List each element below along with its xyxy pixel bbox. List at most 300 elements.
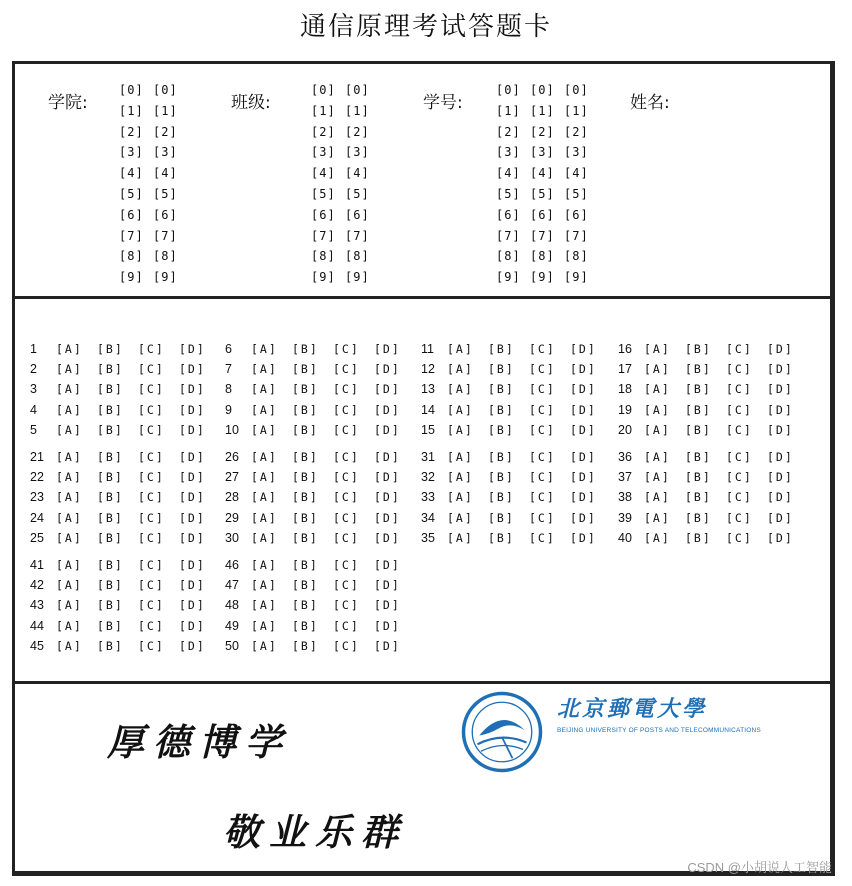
option-bubble[interactable]: [A] [447, 530, 474, 545]
option-bubble[interactable]: [D] [570, 490, 597, 505]
option-bubble[interactable]: [A] [56, 558, 83, 572]
option-bubble[interactable]: [C] [726, 362, 753, 377]
option-bubble[interactable]: [C] [529, 450, 556, 464]
option-bubble[interactable]: [D] [767, 342, 794, 356]
option-bubble[interactable]: [D] [179, 342, 206, 356]
option-bubble[interactable]: [B] [685, 342, 712, 356]
option-bubble[interactable]: [C] [529, 530, 556, 545]
option-bubble[interactable]: [B] [488, 470, 515, 485]
digit-bubble[interactable]: [7] [311, 228, 336, 243]
option-bubble[interactable]: [D] [570, 362, 597, 377]
option-bubble[interactable]: [A] [251, 382, 278, 397]
option-bubble[interactable]: [C] [529, 342, 556, 356]
option-bubble[interactable]: [C] [333, 578, 360, 593]
option-bubble[interactable]: [B] [488, 362, 515, 377]
option-bubble[interactable]: [C] [138, 598, 165, 613]
option-bubble[interactable]: [C] [726, 530, 753, 545]
option-bubble[interactable]: [B] [685, 470, 712, 485]
digit-bubble[interactable]: [7] [530, 228, 555, 243]
question-row [225, 556, 415, 574]
option-bubble[interactable]: [C] [333, 490, 360, 505]
option-bubble[interactable]: [A] [251, 342, 278, 356]
digit-bubble[interactable]: [0] [153, 83, 178, 97]
option-bubble[interactable]: [A] [447, 510, 474, 525]
digit-bubble[interactable]: [0] [496, 83, 521, 97]
question-row [225, 617, 415, 635]
digit-bubble[interactable]: [8] [153, 249, 178, 264]
option-bubble[interactable]: [B] [488, 342, 515, 356]
digit-bubble[interactable]: [7] [564, 228, 589, 243]
option-bubble[interactable]: [D] [374, 510, 401, 525]
digit-bubble[interactable]: [5] [564, 186, 589, 201]
option-bubble[interactable]: [A] [251, 510, 278, 525]
option-bubble[interactable]: [D] [374, 618, 401, 633]
option-bubble[interactable]: [A] [251, 422, 278, 437]
option-bubble[interactable]: [C] [726, 490, 753, 505]
option-bubble[interactable]: [A] [251, 362, 278, 377]
option-bubble[interactable]: [C] [726, 382, 753, 397]
option-bubble[interactable]: [A] [56, 638, 83, 653]
option-bubble[interactable]: [D] [570, 382, 597, 397]
option-bubble[interactable]: [A] [56, 422, 83, 437]
option-bubble[interactable]: [C] [333, 362, 360, 377]
digit-bubble[interactable]: [5] [345, 186, 370, 201]
option-bubble[interactable]: [B] [488, 510, 515, 525]
option-bubble[interactable]: [B] [685, 402, 712, 417]
option-bubble[interactable]: [A] [56, 530, 83, 545]
option-bubble[interactable]: [B] [292, 422, 319, 437]
option-bubble[interactable]: [A] [56, 450, 83, 464]
option-bubble[interactable]: [D] [374, 382, 401, 397]
digit-bubble[interactable]: [1] [496, 103, 521, 118]
digit-bubble[interactable]: [3] [496, 145, 521, 160]
digit-bubble[interactable]: [6] [153, 207, 178, 222]
option-bubble[interactable]: [C] [138, 382, 165, 397]
option-bubble[interactable]: [B] [97, 558, 124, 572]
option-bubble[interactable]: [A] [56, 382, 83, 397]
digit-bubble[interactable]: [4] [564, 166, 589, 181]
option-bubble[interactable]: [D] [570, 470, 597, 485]
option-bubble[interactable]: [D] [374, 598, 401, 613]
option-bubble[interactable]: [D] [179, 450, 206, 464]
digit-bubble[interactable]: [3] [530, 145, 555, 160]
question-number: 41 [30, 558, 44, 572]
option-bubble[interactable]: [D] [570, 422, 597, 437]
option-bubble[interactable]: [C] [333, 450, 360, 464]
digit-bubble[interactable]: [8] [496, 249, 521, 264]
digit-bubble[interactable]: [8] [119, 249, 144, 264]
digit-bubble[interactable]: [8] [530, 249, 555, 264]
digit-bubble[interactable]: [3] [119, 145, 144, 160]
option-bubble[interactable]: [A] [447, 382, 474, 397]
option-bubble[interactable]: [C] [333, 530, 360, 545]
digit-bubble[interactable]: [8] [345, 249, 370, 264]
option-bubble[interactable]: [C] [529, 382, 556, 397]
option-bubble[interactable]: [C] [138, 450, 165, 464]
option-bubble[interactable]: [B] [292, 510, 319, 525]
option-bubble[interactable]: [C] [138, 530, 165, 545]
question-number: 34 [421, 510, 435, 525]
option-bubble[interactable]: [B] [488, 490, 515, 505]
option-bubble[interactable]: [B] [292, 490, 319, 505]
option-bubble[interactable]: [A] [56, 362, 83, 377]
option-bubble[interactable]: [C] [726, 470, 753, 485]
digit-bubble[interactable]: [4] [496, 166, 521, 181]
option-bubble[interactable]: [C] [529, 402, 556, 417]
option-bubble[interactable]: [D] [374, 530, 401, 545]
question-number: 13 [421, 382, 435, 397]
digit-bubble[interactable]: [4] [345, 166, 370, 181]
option-bubble[interactable]: [C] [138, 362, 165, 377]
digit-bubble[interactable]: [4] [311, 166, 336, 181]
option-bubble[interactable]: [D] [179, 578, 206, 593]
question-row [30, 401, 220, 419]
digit-bubble[interactable]: [2] [119, 124, 144, 139]
option-bubble[interactable]: [C] [333, 638, 360, 653]
digit-bubble[interactable]: [1] [119, 103, 144, 118]
option-bubble[interactable]: [C] [333, 342, 360, 356]
option-bubble[interactable]: [D] [179, 598, 206, 613]
option-bubble[interactable]: [B] [488, 530, 515, 545]
option-bubble[interactable]: [B] [97, 342, 124, 356]
option-bubble[interactable]: [B] [292, 362, 319, 377]
option-bubble[interactable]: [D] [179, 422, 206, 437]
option-bubble[interactable]: [B] [685, 450, 712, 464]
option-bubble[interactable]: [A] [447, 402, 474, 417]
option-bubble[interactable]: [D] [767, 382, 794, 397]
option-bubble[interactable]: [D] [374, 470, 401, 485]
option-bubble[interactable]: [C] [333, 618, 360, 633]
option-bubble[interactable]: [D] [179, 402, 206, 417]
digit-bubble[interactable]: [0] [119, 83, 144, 97]
question-number: 50 [225, 638, 239, 653]
option-bubble[interactable]: [A] [447, 422, 474, 437]
digit-bubble[interactable]: [1] [153, 103, 178, 118]
digit-bubble[interactable]: [2] [153, 124, 178, 139]
question-row [618, 468, 808, 486]
option-bubble[interactable]: [B] [685, 510, 712, 525]
option-bubble[interactable]: [D] [570, 450, 597, 464]
digit-bubble[interactable]: [9] [119, 270, 144, 285]
question-row [421, 401, 611, 419]
option-bubble[interactable]: [A] [447, 450, 474, 464]
option-bubble[interactable]: [C] [138, 618, 165, 633]
option-bubble[interactable]: [A] [644, 382, 671, 397]
digit-bubble[interactable]: [1] [311, 103, 336, 118]
option-bubble[interactable]: [B] [685, 422, 712, 437]
option-bubble[interactable]: [D] [570, 530, 597, 545]
option-bubble[interactable]: [D] [179, 470, 206, 485]
option-bubble[interactable]: [C] [529, 470, 556, 485]
option-bubble[interactable]: [B] [97, 618, 124, 633]
digit-bubble[interactable]: [9] [496, 270, 521, 285]
question-number: 2 [30, 362, 37, 377]
option-bubble[interactable]: [C] [529, 422, 556, 437]
digit-bubble[interactable]: [4] [119, 166, 144, 181]
option-bubble[interactable]: [A] [251, 530, 278, 545]
question-number: 22 [30, 470, 44, 485]
option-bubble[interactable]: [B] [97, 638, 124, 653]
question-number: 28 [225, 490, 239, 505]
option-bubble[interactable]: [D] [374, 422, 401, 437]
option-bubble[interactable]: [B] [292, 638, 319, 653]
digit-bubble[interactable]: [2] [311, 124, 336, 139]
option-bubble[interactable]: [D] [374, 450, 401, 464]
option-bubble[interactable]: [D] [767, 530, 794, 545]
digit-bubble[interactable]: [9] [564, 270, 589, 285]
option-bubble[interactable]: [B] [685, 382, 712, 397]
option-bubble[interactable]: [B] [97, 510, 124, 525]
digit-bubble[interactable]: [7] [153, 228, 178, 243]
option-bubble[interactable]: [A] [447, 362, 474, 377]
option-bubble[interactable]: [B] [488, 402, 515, 417]
digit-bubble[interactable]: [0] [311, 83, 336, 97]
option-bubble[interactable]: [D] [374, 342, 401, 356]
option-bubble[interactable]: [B] [488, 382, 515, 397]
option-bubble[interactable]: [B] [292, 382, 319, 397]
option-bubble[interactable]: [C] [726, 402, 753, 417]
option-bubble[interactable]: [C] [333, 558, 360, 572]
question-row [225, 360, 415, 378]
option-bubble[interactable]: [B] [97, 402, 124, 417]
digit-bubble[interactable]: [2] [564, 124, 589, 139]
digit-bubble[interactable]: [3] [153, 145, 178, 160]
option-bubble[interactable]: [C] [726, 422, 753, 437]
option-bubble[interactable]: [B] [97, 578, 124, 593]
option-bubble[interactable]: [C] [333, 402, 360, 417]
digit-bubble[interactable]: [6] [119, 207, 144, 222]
option-bubble[interactable]: [A] [644, 490, 671, 505]
digit-bubble[interactable]: [9] [345, 270, 370, 285]
digit-bubble[interactable]: [4] [530, 166, 555, 181]
digit-bubble[interactable]: [8] [564, 249, 589, 264]
option-bubble[interactable]: [D] [374, 362, 401, 377]
option-bubble[interactable]: [D] [179, 558, 206, 572]
option-bubble[interactable]: [D] [374, 490, 401, 505]
digit-bubble[interactable]: [1] [564, 103, 589, 118]
option-bubble[interactable]: [A] [56, 618, 83, 633]
option-bubble[interactable]: [A] [251, 598, 278, 613]
digit-bubble[interactable]: [7] [496, 228, 521, 243]
option-bubble[interactable]: [C] [138, 558, 165, 572]
option-bubble[interactable]: [A] [56, 598, 83, 613]
digit-bubble[interactable]: [1] [345, 103, 370, 118]
page-title: 通信原理考试答题卡 [299, 12, 552, 42]
option-bubble[interactable]: [A] [56, 342, 83, 356]
question-row [618, 488, 808, 506]
option-bubble[interactable]: [D] [179, 362, 206, 377]
option-bubble[interactable]: [B] [292, 530, 319, 545]
digit-bubble[interactable]: [0] [345, 83, 370, 97]
digit-bubble[interactable]: [5] [496, 186, 521, 201]
option-bubble[interactable]: [D] [767, 510, 794, 525]
option-bubble[interactable]: [C] [529, 362, 556, 377]
question-row [225, 401, 415, 419]
option-bubble[interactable]: [B] [292, 450, 319, 464]
option-bubble[interactable]: [A] [251, 578, 278, 593]
digit-bubble[interactable]: [2] [530, 124, 555, 139]
option-bubble[interactable]: [B] [488, 450, 515, 464]
digit-bubble[interactable]: [3] [345, 145, 370, 160]
motto-line-2: 敬业乐群 [223, 810, 407, 854]
option-bubble[interactable]: [B] [292, 402, 319, 417]
digit-bubble[interactable]: [1] [530, 103, 555, 118]
option-bubble[interactable]: [C] [138, 578, 165, 593]
digit-bubble[interactable]: [7] [345, 228, 370, 243]
digit-bubble[interactable]: [7] [119, 228, 144, 243]
option-bubble[interactable]: [D] [767, 362, 794, 377]
question-row [30, 556, 220, 574]
option-bubble[interactable]: [B] [488, 422, 515, 437]
option-bubble[interactable]: [C] [726, 342, 753, 356]
option-bubble[interactable]: [C] [138, 470, 165, 485]
digit-bubble[interactable]: [9] [311, 270, 336, 285]
option-bubble[interactable]: [A] [644, 470, 671, 485]
option-bubble[interactable]: [B] [292, 470, 319, 485]
question-number: 21 [30, 450, 44, 464]
digit-bubble[interactable]: [0] [530, 83, 555, 97]
option-bubble[interactable]: [A] [644, 422, 671, 437]
digit-column [530, 80, 555, 288]
option-bubble[interactable]: [C] [333, 422, 360, 437]
option-bubble[interactable]: [D] [179, 382, 206, 397]
option-bubble[interactable]: [A] [644, 510, 671, 525]
option-bubble[interactable]: [D] [179, 490, 206, 505]
option-bubble[interactable]: [C] [333, 382, 360, 397]
question-row [421, 340, 611, 358]
option-bubble[interactable]: [C] [529, 490, 556, 505]
option-bubble[interactable]: [B] [292, 598, 319, 613]
option-bubble[interactable]: [B] [685, 362, 712, 377]
option-bubble[interactable]: [A] [251, 558, 278, 572]
option-bubble[interactable]: [A] [251, 638, 278, 653]
option-bubble[interactable]: [B] [97, 470, 124, 485]
option-bubble[interactable]: [B] [685, 490, 712, 505]
question-number: 17 [618, 362, 632, 377]
option-bubble[interactable]: [A] [251, 470, 278, 485]
option-bubble[interactable]: [D] [179, 638, 206, 653]
option-bubble[interactable]: [C] [333, 510, 360, 525]
option-bubble[interactable]: [A] [447, 490, 474, 505]
digit-bubble[interactable]: [2] [496, 124, 521, 139]
digit-bubble[interactable]: [6] [311, 207, 336, 222]
option-bubble[interactable]: [D] [767, 402, 794, 417]
digit-bubble[interactable]: [8] [311, 249, 336, 264]
option-bubble[interactable]: [C] [138, 402, 165, 417]
option-bubble[interactable]: [D] [374, 638, 401, 653]
question-row [618, 401, 808, 419]
option-bubble[interactable]: [B] [97, 450, 124, 464]
option-bubble[interactable]: [A] [447, 342, 474, 356]
digit-bubble[interactable]: [0] [564, 83, 589, 97]
option-bubble[interactable]: [B] [685, 530, 712, 545]
option-bubble[interactable]: [C] [333, 598, 360, 613]
option-bubble[interactable]: [B] [97, 598, 124, 613]
digit-bubble[interactable]: [5] [311, 186, 336, 201]
digit-bubble[interactable]: [4] [153, 166, 178, 181]
question-row [225, 380, 415, 398]
option-bubble[interactable]: [C] [529, 510, 556, 525]
question-row [618, 360, 808, 378]
option-bubble[interactable]: [D] [374, 402, 401, 417]
digit-bubble[interactable]: [9] [153, 270, 178, 285]
option-bubble[interactable]: [A] [251, 450, 278, 464]
option-bubble[interactable]: [A] [56, 578, 83, 593]
option-bubble[interactable]: [B] [97, 422, 124, 437]
digit-bubble[interactable]: [5] [530, 186, 555, 201]
option-bubble[interactable]: [A] [251, 490, 278, 505]
option-bubble[interactable]: [A] [56, 402, 83, 417]
option-bubble[interactable]: [A] [644, 450, 671, 464]
option-bubble[interactable]: [D] [570, 510, 597, 525]
option-bubble[interactable]: [D] [179, 618, 206, 633]
question-number: 3 [30, 382, 37, 397]
option-bubble[interactable]: [D] [374, 578, 401, 593]
digit-bubble[interactable]: [6] [530, 207, 555, 222]
digit-bubble[interactable]: [2] [345, 124, 370, 139]
option-bubble[interactable]: [A] [56, 510, 83, 525]
option-bubble[interactable]: [D] [570, 342, 597, 356]
question-row [421, 529, 611, 547]
option-bubble[interactable]: [A] [644, 402, 671, 417]
option-bubble[interactable]: [C] [138, 342, 165, 356]
digit-bubble[interactable]: [6] [345, 207, 370, 222]
option-bubble[interactable]: [C] [333, 470, 360, 485]
digit-bubble[interactable]: [5] [119, 186, 144, 201]
option-bubble[interactable]: [A] [56, 470, 83, 485]
option-bubble[interactable]: [A] [644, 342, 671, 356]
option-bubble[interactable]: [A] [644, 362, 671, 377]
option-bubble[interactable]: [C] [138, 490, 165, 505]
option-bubble[interactable]: [B] [97, 530, 124, 545]
option-bubble[interactable]: [B] [292, 578, 319, 593]
digit-bubble[interactable]: [6] [564, 207, 589, 222]
option-bubble[interactable]: [D] [570, 402, 597, 417]
question-row [30, 340, 220, 358]
option-bubble[interactable]: [D] [767, 490, 794, 505]
option-bubble[interactable]: [C] [726, 450, 753, 464]
option-bubble[interactable]: [B] [292, 342, 319, 356]
option-bubble[interactable]: [D] [179, 510, 206, 525]
option-bubble[interactable]: [C] [726, 510, 753, 525]
option-bubble[interactable]: [A] [251, 618, 278, 633]
option-bubble[interactable]: [D] [179, 530, 206, 545]
option-bubble[interactable]: [C] [138, 422, 165, 437]
digit-bubble[interactable]: [6] [496, 207, 521, 222]
option-bubble[interactable]: [D] [767, 450, 794, 464]
option-bubble[interactable]: [C] [138, 510, 165, 525]
digit-bubble[interactable]: [9] [530, 270, 555, 285]
option-bubble[interactable]: [B] [97, 490, 124, 505]
option-bubble[interactable]: [A] [644, 530, 671, 545]
question-row [421, 488, 611, 506]
option-bubble[interactable]: [A] [56, 490, 83, 505]
option-bubble[interactable]: [D] [374, 558, 401, 572]
option-bubble[interactable]: [D] [767, 470, 794, 485]
digit-bubble[interactable]: [5] [153, 186, 178, 201]
digit-bubble[interactable]: [3] [311, 145, 336, 160]
digit-bubble[interactable]: [3] [564, 145, 589, 160]
option-bubble[interactable]: [B] [97, 382, 124, 397]
option-bubble[interactable]: [A] [447, 470, 474, 485]
question-row [225, 488, 415, 506]
option-bubble[interactable]: [A] [251, 402, 278, 417]
option-bubble[interactable]: [B] [292, 558, 319, 572]
option-bubble[interactable]: [C] [138, 638, 165, 653]
option-bubble[interactable]: [B] [97, 362, 124, 377]
option-bubble[interactable]: [B] [292, 618, 319, 633]
option-bubble[interactable]: [D] [767, 422, 794, 437]
